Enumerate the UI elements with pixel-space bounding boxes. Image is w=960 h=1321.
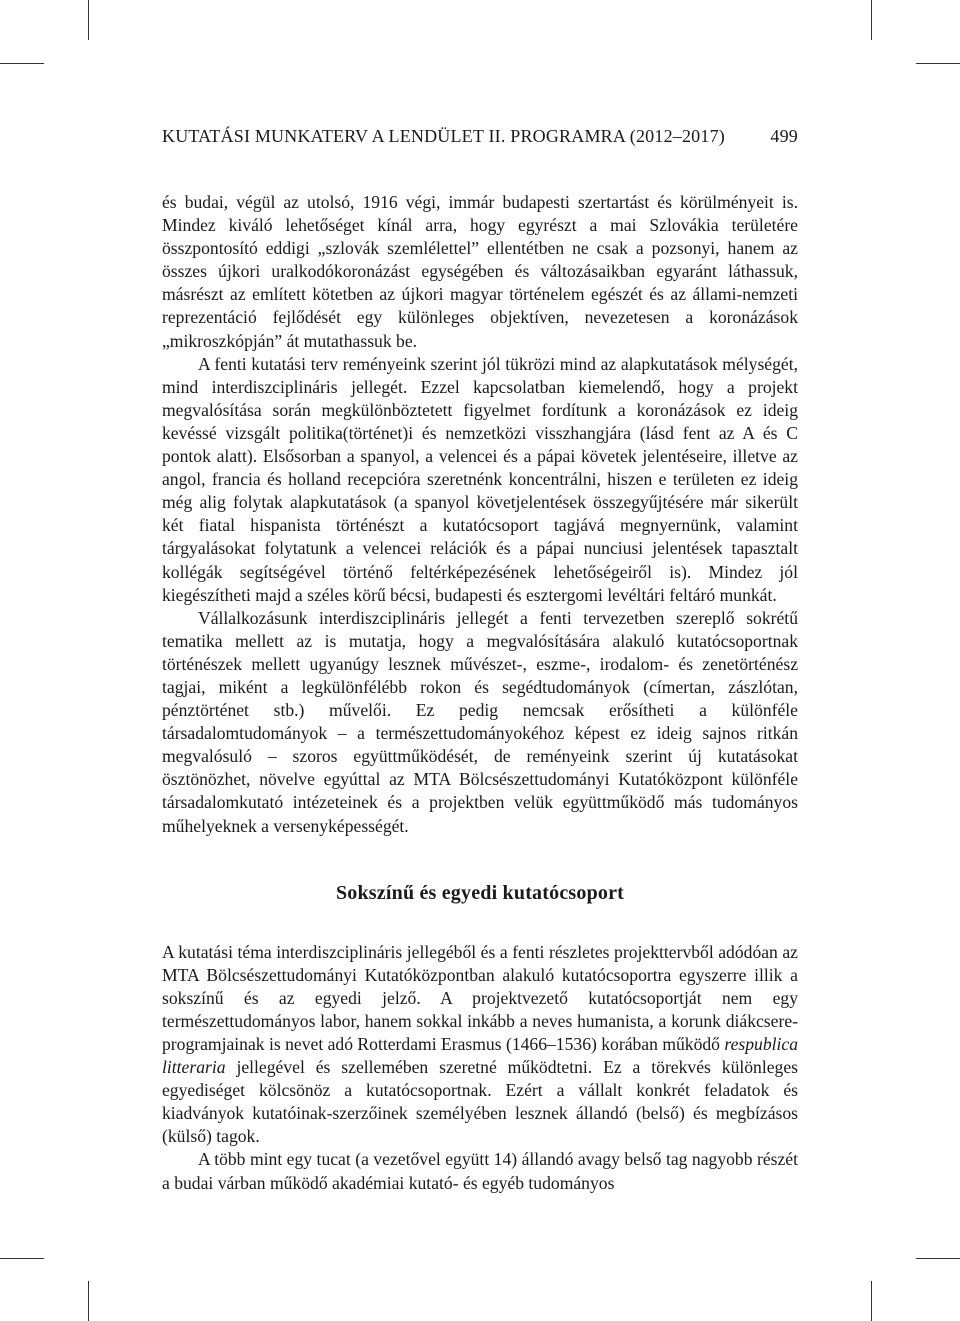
crop-mark-top-left-horizontal <box>0 63 44 64</box>
page-number: 499 <box>770 126 798 146</box>
body-text <box>162 191 798 1195</box>
crop-mark-bottom-right-vertical <box>871 1281 872 1321</box>
paragraph-research-plan: A fenti kutatási terv reményeink szerint jól tükrözi mind az alapkutatások mélységét, mind interdiszciplináris jellegét. Ezzel kapcsolatban kiemelendő, hogy a projekt megvalósítása során megkülönböztetett figyelmet fordítunk a koronázások ez ideig kevéssé vizsgált politika(történet)i és nemzetközi visszhangjára (lásd fent az A és C pontok alatt). Elsősorban a spanyol, a velencei és a pápai követek jelentéseire, illetve az angol, francia és holland recepcióra szeretnénk koncentrálni, hiszen e területen ez ideig még alig folytak alapkutatások (a spanyol követjelentések összegyűjtésére már sikerült két fiatal hispanista történészt a kutatócsoport tagjává megnyernünk, valamint tárgyalásokat folytatunk a velencei relációk és a pápai nunciusi jelentések tapasztalt kollégák segítségével történő feltérképezésének lehetőségeiről is). Mindez jól kiegészítheti majd a széles körű bécsi, budapesti és esztergomi levéltári feltáró munkát. <box>162 353 798 605</box>
crop-mark-bottom-left-horizontal <box>0 1258 44 1259</box>
section-heading: Sokszínű és egyedi kutatócsoport <box>335 881 625 904</box>
running-title: KUTATÁSI MUNKATERV A LENDÜLET II. PROGRAMRA (2012–2017) <box>162 126 725 146</box>
crop-mark-bottom-left-vertical <box>88 1281 89 1321</box>
crop-mark-top-left-vertical <box>88 0 89 40</box>
paragraph-continuation: és budai, végül az utolsó, 1916 végi, immár budapesti szertartást és körülményeit is. Mindez kiváló lehetőséget kínál arra, hogy egyrészt a mai Szlovákia területére összpontosító eddigi „szlovák szemlélettel” ellentétben ne csak a pozsonyi, hanem az összes újkori uralkodókoronázást egységében és változásaikban egyaránt láthassuk, másrészt az említett kötetben az újkori magyar történelem egészét és az állami-nemzeti reprezentáció fejlődését egy különleges objektíven, nevezetesen a koronázások „mikroszkópján” át mutathassuk be. <box>162 192 798 351</box>
paragraph-research-group-text-2: jellegével és szellemében szeretné működtetni. Ez a törekvés különleges egyediséget kölcsönöz a kutatócsoportnak. Ezért a vállalt konkrét feladatok és kiadványok kutatóinak-szerzőinek személyében lesznek állandó (belső) és megbízásos (külső) tagok. <box>162 1057 798 1147</box>
paragraph-interdisciplinary: Vállalkozásunk interdiszciplináris jellegét a fenti tervezetben szereplő sokrétű tematika mellett az is mutatja, hogy a megvalósítására alakuló kutatócsoportnak történészek mellett ugyanúgy lesznek művészet-, eszme-, irodalom- és zenetörténész tagjai, miként a legkülönfélébb rokon és segédtudományok (címertan, zászlótan, pénztörténet stb.) művelői. Ez pedig nemcsak erősítheti a különféle társadalomtudományok – a természettudományokéhoz képest ez ideig sajnos ritkán megvalósuló – szoros együttműködését, de reményeink szerint új kutatásokat ösztönözhet, növelve egyúttal az MTA Bölcsészettudományi Kutatóközpont különféle társadalomkutató intézeteinek és a projektben velük együttműködő más tudományos műhelyeknek a versenyképességét. <box>162 607 798 836</box>
paragraph-research-group-text-1: A kutatási téma interdiszciplináris jellegéből és a fenti részletes projekttervből adódóan az MTA Bölcsészettudományi Kutatóközpontban alakuló kutatócsoportra egyszerre illik a sokszínű és az egyedi jelző. A projektvezető kutatócsoportját nem egy természettudományos labor, hanem sokkal inkább a neves humanista, a korunk diákcsere-programjainak is nevet adó Rotterdami Erasmus (1466–1536) korában működő <box>162 941 798 1054</box>
crop-mark-bottom-right-horizontal <box>916 1258 960 1259</box>
running-header <box>162 126 798 147</box>
paragraph-research-group-italic: respublica litteraria <box>162 1034 799 1078</box>
crop-mark-top-right-horizontal <box>916 63 960 64</box>
crop-mark-top-right-vertical <box>871 0 872 40</box>
document-page <box>162 126 798 1195</box>
paragraph-research-group <box>162 941 798 1149</box>
paragraph-members: A több mint egy tucat (a vezetővel együtt 14) állandó avagy belső tag nagyobb részét a budai várban működő akadémiai kutató- és egyéb tudományos <box>162 1149 798 1193</box>
